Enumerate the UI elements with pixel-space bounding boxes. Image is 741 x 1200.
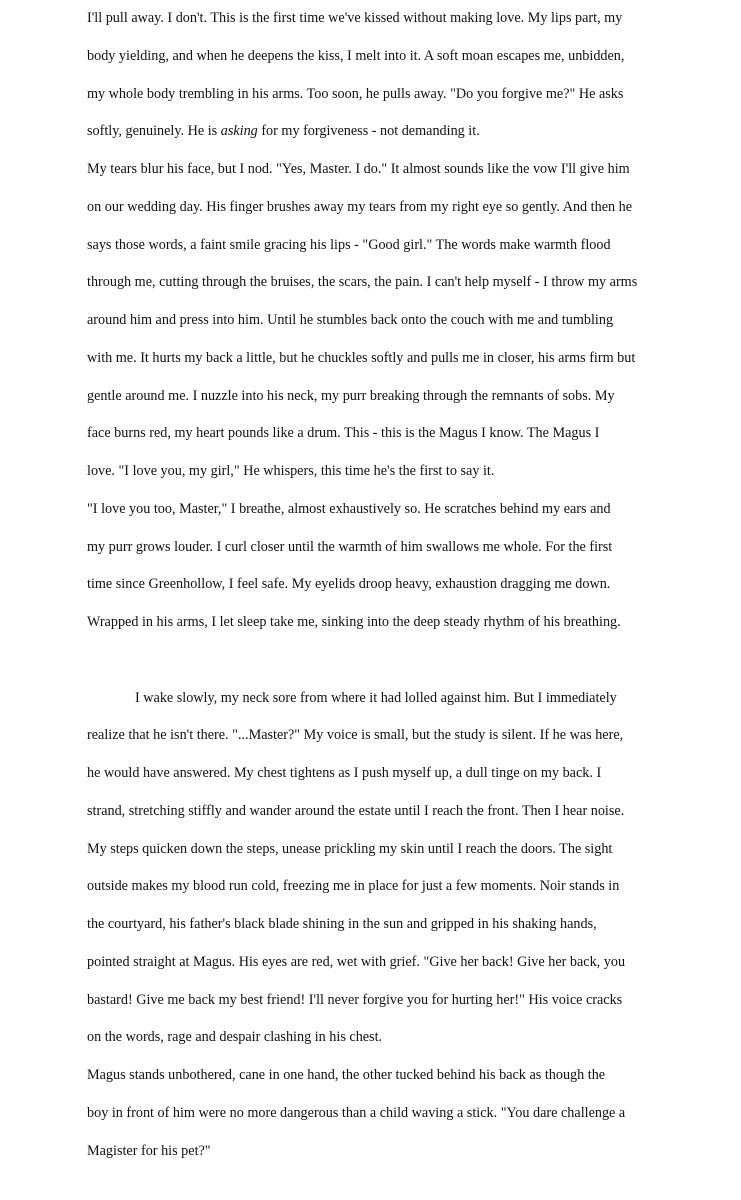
text-line: strand, stretching stiffly and wander around the estate until I reach the front. Then I hear noise. — [87, 802, 625, 819]
text-line: the courtyard, his father's black blade shining in the sun and gripped in his shaking hands, — [87, 916, 597, 932]
text-line: love. "I love you, my girl," He whispers, this time he's the first to say it. — [87, 463, 495, 479]
text-segment: for my forgiveness - not demanding it. — [257, 123, 480, 140]
text-line: he would have answered. My chest tightens as I push myself up, a dull tinge on my back. I — [87, 765, 602, 781]
text-line: with me. It hurts my back a little, but he chuckles softly and pulls me in closer, his arms firm but — [87, 349, 636, 366]
text-line: My tears blur his face, but I nod. "Yes, Master. I do." It almost sounds like the vow I'll give him — [87, 161, 630, 177]
emphasized-word: asking — [220, 123, 258, 140]
text-line: my whole body trembling in his arms. Too soon, he pulls away. "Do you forgive me?" He asks — [87, 85, 624, 102]
text-line: Magus stands unbothered, cane in one hand, the other tucked behind his back as though the — [87, 1067, 606, 1083]
text-line: through me, cutting through the bruises, the scars, the pain. I can't help myself - I throw my arms — [87, 274, 638, 291]
text-line: realize that he isn't there. "...Master?" My voice is small, but the study is silent. If he was here, — [87, 727, 624, 744]
text-line: around him and press into him. Until he stumbles back onto the couch with me and tumbling — [87, 312, 614, 328]
document-page — [87, 4, 667, 1174]
text-line: face burns red, my heart pounds like a drum. This - this is the Magus I know. The Magus I — [87, 425, 600, 442]
text-line: my purr grows louder. I curl closer until the warmth of him swallows me whole. For the first — [87, 538, 613, 555]
text-line — [87, 117, 667, 155]
text-line: outside makes my blood run cold, freezing me in place for just a few moments. Noir stands in — [87, 878, 620, 895]
text-line: on the words, rage and despair clashing in his chest. — [87, 1029, 383, 1046]
text-line: Magister for his pet?" — [87, 1142, 211, 1159]
blank-line — [87, 646, 667, 684]
text-line: Wrapped in his arms, I let sleep take me, sinking into the deep steady rhythm of his breathing. — [87, 614, 621, 630]
text-line: says those words, a faint smile gracing his lips - "Good girl." The words make warmth flood — [87, 236, 611, 253]
text-line: I wake slowly, my neck sore from where it had lolled against him. But I immediately — [135, 689, 617, 706]
text-segment: softly, genuinely. He is — [87, 123, 221, 140]
text-line: time since Greenhollow, I feel safe. My eyelids droop heavy, exhaustion dragging me down. — [87, 576, 611, 593]
text-line: "I love you too, Master," I breathe, almost exhaustively so. He scratches behind my ears and — [87, 500, 611, 517]
text-line: body yielding, and when he deepens the kiss, I melt into it. A soft moan escapes me, unbidden, — [87, 47, 625, 64]
text-line: pointed straight at Magus. His eyes are red, wet with grief. "Give her back! Give her back, you — [87, 953, 626, 970]
text-line: bastard! Give me back my best friend! I'll never forgive you for hurting her!" His voice cracks — [87, 991, 623, 1008]
text-line: My steps quicken down the steps, unease prickling my skin until I reach the doors. The sight — [87, 840, 613, 857]
text-line: I'll pull away. I don't. This is the first time we've kissed without making love. My lips part, my — [87, 10, 623, 26]
text-line: gentle around me. I nuzzle into his neck, my purr breaking through the remnants of sobs. My — [87, 387, 615, 404]
text-line: boy in front of him were no more dangerous than a child waving a stick. "You dare challenge a — [87, 1104, 626, 1121]
text-line: on our wedding day. His finger brushes away my tears from my right eye so gently. And then he — [87, 198, 633, 215]
